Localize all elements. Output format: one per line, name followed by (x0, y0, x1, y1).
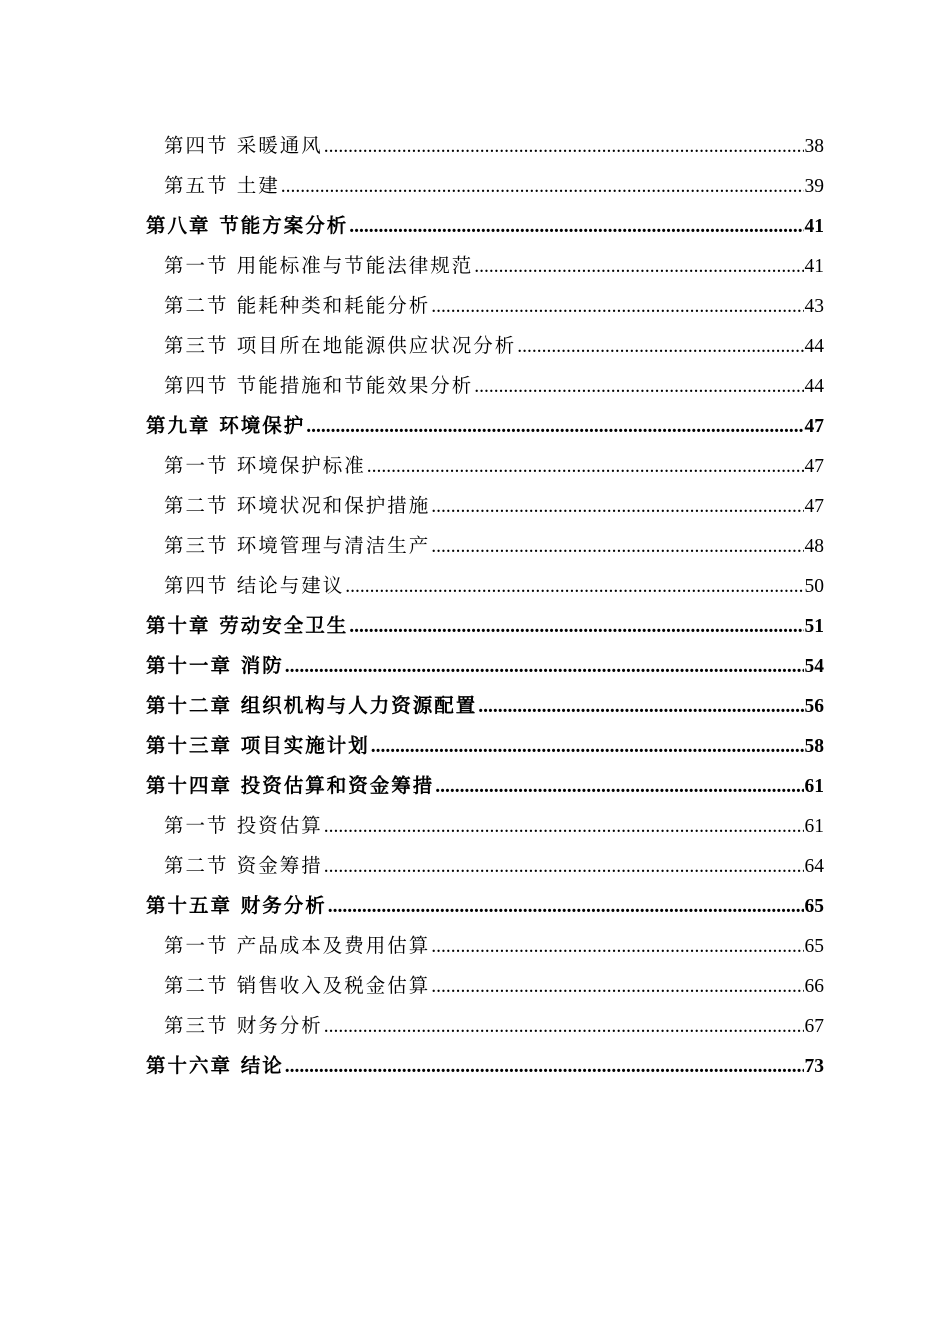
toc-entry-page-number: 44 (804, 376, 824, 397)
toc-entry-title: 第一节 产品成本及费用估算 (164, 934, 431, 957)
toc-section-entry[interactable] (146, 366, 824, 406)
toc-chapter-entry[interactable] (146, 1046, 824, 1086)
toc-section-entry[interactable] (146, 446, 824, 486)
toc-entry-title: 第十二章 组织机构与人力资源配置 (146, 694, 478, 717)
toc-chapter-entry[interactable] (146, 766, 824, 806)
toc-entry-page-number: 47 (804, 456, 824, 477)
toc-section-entry[interactable] (146, 926, 824, 966)
toc-entry-title: 第十章 劳动安全卫生 (146, 614, 349, 637)
dot-leader (324, 847, 804, 887)
toc-entry-title: 第二节 销售收入及税金估算 (164, 974, 431, 997)
dot-leader (285, 1047, 804, 1087)
toc-chapter-entry[interactable] (146, 606, 824, 646)
toc-section-entry[interactable] (146, 526, 824, 566)
toc-chapter-entry[interactable] (146, 686, 824, 726)
toc-entry-page-number: 43 (804, 296, 824, 317)
dot-leader (349, 607, 803, 647)
toc-entry-page-number: 41 (804, 256, 824, 277)
toc-entry-title: 第十三章 项目实施计划 (146, 734, 370, 757)
toc-entry-title: 第一节 环境保护标准 (164, 454, 366, 477)
toc-entry-title: 第五节 土建 (164, 174, 280, 197)
toc-section-entry[interactable] (146, 166, 824, 206)
toc-entry-title: 第三节 环境管理与清洁生产 (164, 534, 431, 557)
toc-entry-page-number: 44 (804, 336, 824, 357)
toc-entry-title: 第二节 环境状况和保护措施 (164, 494, 431, 517)
table-of-contents (146, 126, 824, 1086)
dot-leader (324, 1007, 804, 1047)
toc-entry-title: 第二节 资金筹措 (164, 854, 323, 877)
toc-entry-title: 第四节 结论与建议 (164, 574, 345, 597)
toc-entry-page-number: 47 (804, 416, 824, 437)
toc-section-entry[interactable] (146, 246, 824, 286)
dot-leader (431, 967, 803, 1007)
toc-chapter-entry[interactable] (146, 726, 824, 766)
toc-section-entry[interactable] (146, 806, 824, 846)
toc-entry-title: 第一节 用能标准与节能法律规范 (164, 254, 474, 277)
dot-leader (367, 447, 804, 487)
toc-section-entry[interactable] (146, 966, 824, 1006)
toc-entry-page-number: 56 (804, 696, 824, 717)
toc-chapter-entry[interactable] (146, 206, 824, 246)
toc-section-entry[interactable] (146, 846, 824, 886)
dot-leader (345, 567, 803, 607)
toc-entry-page-number: 67 (804, 1016, 824, 1037)
toc-entry-page-number: 39 (804, 176, 824, 197)
dot-leader (474, 367, 803, 407)
toc-entry-page-number: 38 (804, 136, 824, 157)
dot-leader (371, 727, 804, 767)
toc-entry-title: 第四节 采暖通风 (164, 134, 323, 157)
toc-section-entry[interactable] (146, 486, 824, 526)
toc-section-entry[interactable] (146, 566, 824, 606)
toc-entry-page-number: 51 (804, 616, 824, 637)
toc-entry-page-number: 65 (804, 936, 824, 957)
toc-entry-title: 第二节 能耗种类和耗能分析 (164, 294, 431, 317)
toc-entry-title: 第一节 投资估算 (164, 814, 323, 837)
toc-entry-title: 第四节 节能措施和节能效果分析 (164, 374, 474, 397)
toc-section-entry[interactable] (146, 1006, 824, 1046)
toc-chapter-entry[interactable] (146, 886, 824, 926)
toc-entry-page-number: 41 (804, 216, 824, 237)
toc-entry-page-number: 73 (804, 1056, 824, 1077)
toc-chapter-entry[interactable] (146, 406, 824, 446)
dot-leader (306, 407, 803, 447)
toc-entry-title: 第十六章 结论 (146, 1054, 284, 1077)
toc-entry-page-number: 48 (804, 536, 824, 557)
toc-entry-title: 第九章 环境保护 (146, 414, 306, 437)
dot-leader (431, 287, 803, 327)
toc-entry-page-number: 58 (804, 736, 824, 757)
toc-entry-title: 第三节 项目所在地能源供应状况分析 (164, 334, 517, 357)
dot-leader (431, 927, 803, 967)
toc-entry-page-number: 54 (804, 656, 824, 677)
toc-entry-title: 第三节 财务分析 (164, 1014, 323, 1037)
dot-leader (349, 207, 803, 247)
dot-leader (517, 327, 803, 367)
dot-leader (328, 887, 804, 927)
toc-entry-page-number: 47 (804, 496, 824, 517)
dot-leader (281, 167, 804, 207)
dot-leader (285, 647, 804, 687)
toc-entry-page-number: 64 (804, 856, 824, 877)
dot-leader (474, 247, 803, 287)
dot-leader (435, 767, 803, 807)
toc-entry-page-number: 50 (804, 576, 824, 597)
dot-leader (478, 687, 803, 727)
dot-leader (431, 527, 803, 567)
toc-entry-title: 第八章 节能方案分析 (146, 214, 349, 237)
dot-leader (324, 807, 804, 847)
toc-entry-title: 第十一章 消防 (146, 654, 284, 677)
toc-entry-title: 第十五章 财务分析 (146, 894, 327, 917)
toc-entry-page-number: 66 (804, 976, 824, 997)
toc-section-entry[interactable] (146, 326, 824, 366)
toc-section-entry[interactable] (146, 286, 824, 326)
toc-entry-page-number: 61 (804, 816, 824, 837)
toc-entry-page-number: 65 (804, 896, 824, 917)
toc-chapter-entry[interactable] (146, 646, 824, 686)
toc-section-entry[interactable] (146, 126, 824, 166)
dot-leader (431, 487, 803, 527)
toc-entry-page-number: 61 (804, 776, 824, 797)
toc-entry-title: 第十四章 投资估算和资金筹措 (146, 774, 435, 797)
dot-leader (324, 127, 804, 167)
